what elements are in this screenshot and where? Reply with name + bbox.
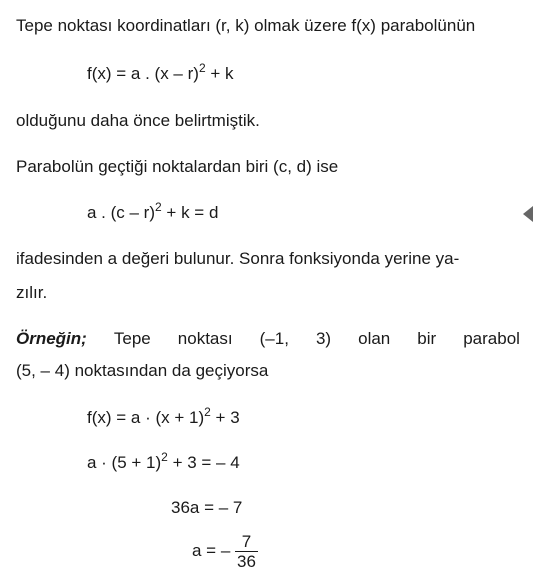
- equation-rhs: + k = d: [161, 203, 219, 222]
- equation-point-substitution: [87, 200, 219, 223]
- equation-lhs: a · (5 + 1): [87, 453, 162, 472]
- paragraph-point: Parabolün geçtiği noktalardan biri (c, d) ise: [16, 157, 339, 176]
- paragraph-intro: Tepe noktası koordinatları (r, k) olmak üzere f(x) parabolünün: [16, 16, 476, 35]
- page-edge-marker-icon: [523, 206, 533, 222]
- fraction-denominator: 36: [237, 552, 256, 572]
- equation-lhs: f(x) = a · (x + 1): [87, 408, 205, 427]
- equation-exponent: 2: [161, 450, 168, 464]
- equation-exponent: 2: [198, 61, 206, 75]
- equation-rhs: + k: [205, 64, 234, 83]
- example-word: (–1,: [259, 329, 289, 348]
- example-word: 3): [315, 329, 332, 348]
- equation-example-simplified: 36a = – 7: [171, 498, 243, 517]
- equation-exponent: 2: [204, 405, 211, 419]
- equation-vertex-form: [87, 61, 234, 84]
- equation-rhs: + 3: [210, 408, 240, 427]
- example-word: noktası: [177, 329, 233, 348]
- example-word: parabol: [463, 329, 520, 348]
- example-word: bir: [417, 329, 437, 348]
- equation-lhs: a . (c – r): [87, 203, 156, 222]
- paragraph-note: olduğunu daha önce belirtmiştik.: [16, 111, 260, 130]
- equation-exponent: 2: [155, 200, 162, 214]
- equation-lhs: a = –: [192, 541, 231, 560]
- fraction-numerator: 7: [235, 532, 258, 552]
- example-word: Tepe: [113, 329, 151, 348]
- example-label: Örneğin;: [16, 329, 87, 348]
- equation-example-function: [87, 405, 240, 428]
- fraction: [235, 532, 258, 571]
- equation-rhs: + 3 = – 4: [167, 453, 240, 472]
- paragraph-explanation-line1: ifadesinden a değeri bulunur. Sonra fonksiyonda yerine ya-: [16, 249, 460, 268]
- example-word: olan: [358, 329, 391, 348]
- equation-example-substitution: [87, 450, 240, 473]
- paragraph-explanation-line2: zılır.: [16, 283, 48, 302]
- equation-lhs: f(x) = a . (x – r): [87, 64, 199, 83]
- example-line2: (5, – 4) noktasından da geçiyorsa: [16, 361, 269, 380]
- equation-example-result: [192, 531, 258, 571]
- example-line1: [16, 329, 520, 349]
